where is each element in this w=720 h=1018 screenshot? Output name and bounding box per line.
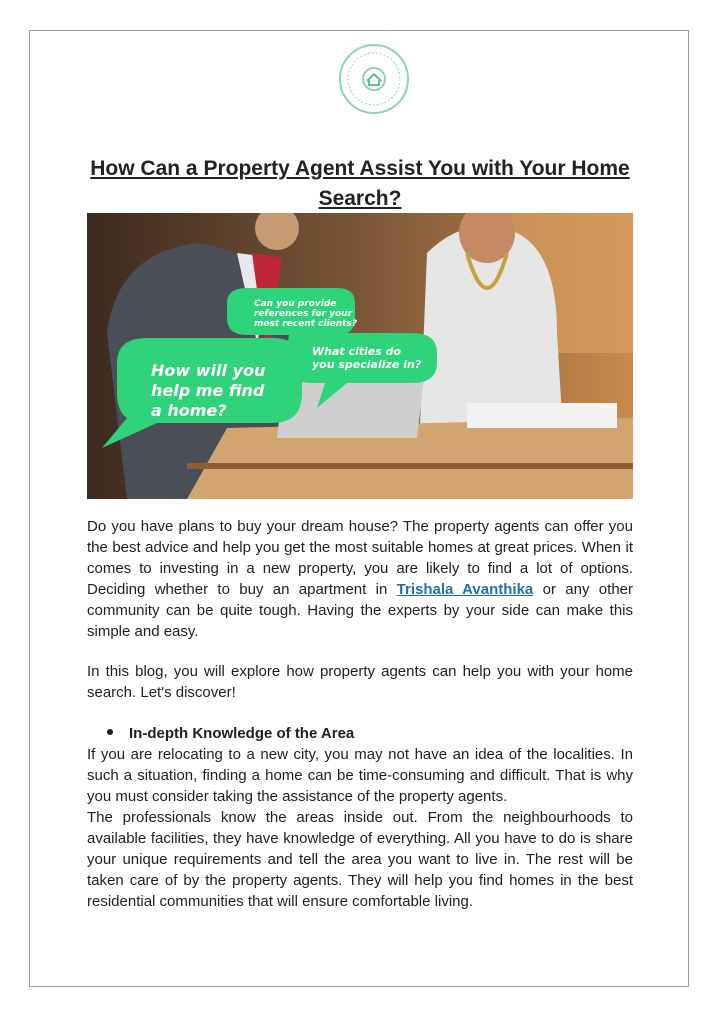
page-title: How Can a Property Agent Assist You with Your Home Search? <box>90 157 630 210</box>
speech-bubble-references: Can you provide references for your most recent clients? <box>254 299 358 329</box>
house-seal-logo <box>339 44 409 114</box>
paragraph-intro-text-end: or any other community can be quite tough. Having the experts by your side can make this simple and easy. <box>87 581 633 640</box>
paragraph-blog-intro: In this blog, you will explore how property agents can help you with your home search. Let's discover! <box>87 663 633 701</box>
bullet-heading-text: In-depth Knowledge of the Area <box>129 725 355 742</box>
paragraph-professionals: The professionals know the areas inside out. From the neighbourhoods to available facilities, they have knowledge of everything. All you have to do is share your unique requirements and tell the area you want to live in. The rest will be taken care of by the property agents. They will help you find homes in the best residential communities that will ensure comfortable living. <box>87 809 633 910</box>
paragraph-relocating: If you are relocating to a new city, you may not have an idea of the localities. In such a situation, finding a home can be time-consuming and difficult. That is why you must consider taking the assistance of the property agents. <box>87 746 633 805</box>
trishala-avanthika-link[interactable]: Trishala Avanthika <box>396 581 534 598</box>
speech-bubble-cities: What cities do you specialize in? <box>312 345 422 371</box>
paragraph-intro <box>87 516 633 642</box>
paragraph-intro-text: Do you have plans to buy your dream house? The property agents can offer you the best advice and help you get the most suitable homes at great prices. When it comes to investing in a new property, you are likely to find a lot of options. Deciding whether to buy an apartment in <box>87 518 633 598</box>
speech-bubble-main: How will you help me find a home? <box>151 361 266 420</box>
hero-image <box>87 213 633 499</box>
bullet-heading <box>87 723 633 744</box>
bullet-icon <box>107 729 113 735</box>
